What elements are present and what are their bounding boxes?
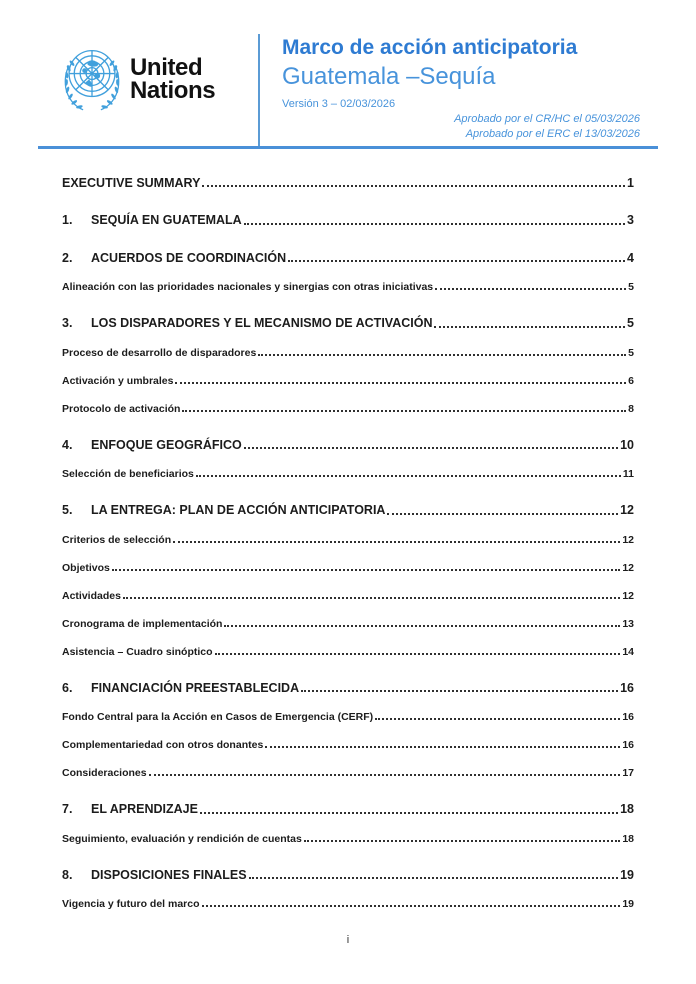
toc-leader-dots: [202, 185, 625, 187]
toc-entry-page: 12: [620, 503, 634, 518]
approval-note-erc: Aprobado por el ERC el 13/03/2026: [465, 128, 640, 140]
page-footer: [0, 930, 696, 948]
toc-entry-number: 4.: [62, 437, 73, 452]
toc-entry-label: [62, 503, 385, 517]
toc-leader-dots: [196, 475, 621, 477]
toc-entry-text: ENFOQUE GEOGRÁFICO: [91, 437, 242, 452]
toc-entry-label: [62, 646, 213, 658]
toc-leader-dots: [224, 625, 620, 627]
header-vertical-divider: [258, 34, 260, 146]
toc-leader-dots: [202, 905, 621, 907]
toc-entry[interactable]: [62, 503, 634, 517]
toc-entry-page: 12: [622, 561, 634, 574]
toc-entry[interactable]: [62, 739, 634, 751]
toc-entry-page: 18: [622, 832, 634, 845]
toc-entry-label: [62, 213, 242, 227]
table-of-contents: [62, 174, 634, 910]
toc-entry[interactable]: [62, 681, 634, 695]
un-wordmark-line2: Nations: [130, 77, 216, 104]
toc-leader-dots: [249, 877, 619, 879]
toc-entry-label: [62, 681, 299, 695]
toc-entry[interactable]: [62, 281, 634, 293]
toc-entry-text: DISPOSICIONES FINALES: [91, 867, 247, 882]
toc-entry-text: Complementariedad con otros donantes: [62, 739, 264, 752]
toc-entry-text: Fondo Central para la Acción en Casos de Emergencia (CERF): [62, 711, 374, 724]
toc-entry-page: 6: [628, 374, 634, 387]
toc-entry-number: 6.: [62, 680, 73, 695]
toc-entry[interactable]: [62, 711, 634, 723]
approval-note-crhc: Aprobado por el CR/HC el 05/03/2026: [454, 113, 640, 125]
toc-entry-label: [62, 590, 121, 602]
toc-entry-page: 19: [622, 898, 634, 911]
un-wordmark: [130, 56, 215, 102]
toc-entry-label: [62, 833, 302, 845]
toc-leader-dots: [182, 410, 626, 412]
approval-notes: [454, 112, 640, 142]
toc-entry-label: [62, 562, 110, 574]
toc-entry-label: [62, 281, 433, 293]
toc-entry-label: [62, 316, 432, 330]
toc-leader-dots: [112, 569, 620, 571]
toc-leader-dots: [375, 718, 620, 720]
toc-leader-dots: [173, 541, 620, 543]
toc-entry-label: [62, 375, 173, 387]
toc-leader-dots: [244, 223, 625, 225]
toc-entry-page: 18: [620, 802, 634, 817]
toc-leader-dots: [258, 354, 626, 356]
document-title: Marco de acción anticipatoria: [282, 36, 578, 59]
toc-leader-dots: [304, 840, 620, 842]
toc-leader-dots: [288, 260, 625, 262]
toc-entry-text: LA ENTREGA: PLAN DE ACCIÓN ANTICIPATORIA: [91, 503, 386, 518]
toc-entry-label: [62, 176, 200, 190]
toc-leader-dots: [244, 447, 618, 449]
toc-entry[interactable]: [62, 618, 634, 630]
toc-entry-text: Cronograma de implementación: [62, 617, 223, 630]
toc-entry-label: [62, 739, 263, 751]
toc-entry-text: Protocolo de activación: [62, 402, 181, 415]
document-version: Versión 3 – 02/03/2026: [282, 98, 396, 110]
toc-entry-label: [62, 618, 222, 630]
toc-entry-text: Activación y umbrales: [62, 374, 174, 387]
un-brand: [55, 41, 129, 120]
toc-leader-dots: [123, 597, 620, 599]
toc-entry-page: 5: [628, 281, 634, 294]
toc-leader-dots: [200, 812, 618, 814]
toc-leader-dots: [149, 774, 621, 776]
toc-entry-text: Asistencia – Cuadro sinóptico: [62, 645, 213, 658]
toc-entry-page: 12: [622, 589, 634, 602]
toc-entry-page: 11: [622, 468, 634, 481]
toc-leader-dots: [215, 653, 621, 655]
toc-entry-label: [62, 767, 147, 779]
toc-leader-dots: [265, 746, 620, 748]
toc-entry-text: Vigencia y futuro del marco: [62, 898, 200, 911]
toc-entry-label: [62, 711, 373, 723]
toc-entry-number: 2.: [62, 250, 73, 265]
toc-entry[interactable]: [62, 646, 634, 658]
toc-entry[interactable]: [62, 562, 634, 574]
un-emblem-icon: [55, 41, 129, 115]
toc-entry[interactable]: [62, 251, 634, 265]
toc-entry-number: 5.: [62, 503, 73, 518]
toc-entry[interactable]: [62, 213, 634, 227]
toc-entry-page: 16: [622, 739, 634, 752]
toc-entry-page: 16: [622, 711, 634, 724]
toc-entry[interactable]: [62, 802, 634, 816]
toc-entry-label: [62, 468, 194, 480]
header-rule: [38, 146, 658, 149]
toc-entry-label: [62, 802, 198, 816]
toc-entry-text: Objetivos: [62, 561, 110, 574]
toc-entry-page: 5: [627, 316, 634, 331]
toc-leader-dots: [175, 382, 626, 384]
toc-entry-page: 17: [622, 767, 634, 780]
toc-entry[interactable]: [62, 316, 634, 330]
toc-entry-page: 8: [628, 402, 634, 415]
toc-entry-text: EL APRENDIZAJE: [91, 802, 198, 817]
toc-entry-text: LOS DISPARADORES Y EL MECANISMO DE ACTIVACIÓN: [91, 316, 433, 331]
toc-entry-text: FINANCIACIÓN PREESTABLECIDA: [91, 680, 300, 695]
toc-entry[interactable]: [62, 468, 634, 480]
toc-entry-label: [62, 438, 242, 452]
toc-entry[interactable]: [62, 176, 634, 190]
toc-entry[interactable]: [62, 375, 634, 387]
toc-entry-label: [62, 534, 171, 546]
toc-entry[interactable]: [62, 833, 634, 845]
toc-entry-label: [62, 251, 286, 265]
toc-entry[interactable]: [62, 438, 634, 452]
toc-entry-label: [62, 898, 200, 910]
toc-entry-page: 14: [622, 645, 634, 658]
toc-entry-label: [62, 347, 256, 359]
toc-entry-text: Seguimiento, evaluación y rendición de cuentas: [62, 832, 302, 845]
toc-entry[interactable]: [62, 868, 634, 882]
toc-entry-number: 3.: [62, 316, 73, 331]
toc-entry-page: 10: [620, 437, 634, 452]
toc-entry-page: 13: [622, 617, 634, 630]
toc-entry-text: Consideraciones: [62, 767, 147, 780]
toc-entry-text: Selección de beneficiarios: [62, 468, 194, 481]
toc-entry-number: 8.: [62, 867, 73, 882]
page-number: i: [346, 934, 350, 946]
toc-entry[interactable]: [62, 403, 634, 415]
toc-entry-label: [62, 403, 180, 415]
toc-entry-text: Alineación con las prioridades nacionales y sinergias con otras iniciativas: [62, 281, 434, 294]
toc-entry[interactable]: [62, 534, 634, 546]
toc-entry[interactable]: [62, 347, 634, 359]
title-block: [282, 36, 652, 110]
toc-entry-page: 1: [627, 176, 634, 190]
toc-entry-page: 16: [620, 680, 634, 695]
toc-leader-dots: [434, 326, 625, 328]
toc-entry-text: Criterios de selección: [62, 533, 172, 546]
toc-entry-text: EXECUTIVE SUMMARY: [62, 176, 201, 190]
toc-entry-text: Actividades: [62, 589, 121, 602]
toc-entry-text: Proceso de desarrollo de disparadores: [62, 346, 257, 359]
toc-entry-text: ACUERDOS DE COORDINACIÓN: [91, 250, 287, 265]
toc-entry[interactable]: [62, 898, 634, 910]
toc-entry-number: 7.: [62, 802, 73, 817]
toc-entry-page: 4: [627, 250, 634, 265]
toc-entry-text: SEQUÍA EN GUATEMALA: [91, 213, 242, 228]
toc-entry[interactable]: [62, 767, 634, 779]
un-wordmark-line1: United: [130, 54, 203, 81]
toc-entry-number: 1.: [62, 213, 73, 228]
toc-entry-page: 3: [627, 213, 634, 228]
toc-leader-dots: [435, 288, 626, 290]
toc-leader-dots: [387, 513, 618, 515]
toc-entry[interactable]: [62, 590, 634, 602]
toc-entry-page: 5: [628, 346, 634, 359]
toc-entry-label: [62, 868, 247, 882]
toc-leader-dots: [301, 690, 618, 692]
toc-entry-page: 19: [620, 867, 634, 882]
document-subtitle: Guatemala –Sequía: [282, 63, 496, 90]
toc-entry-page: 12: [622, 533, 634, 546]
